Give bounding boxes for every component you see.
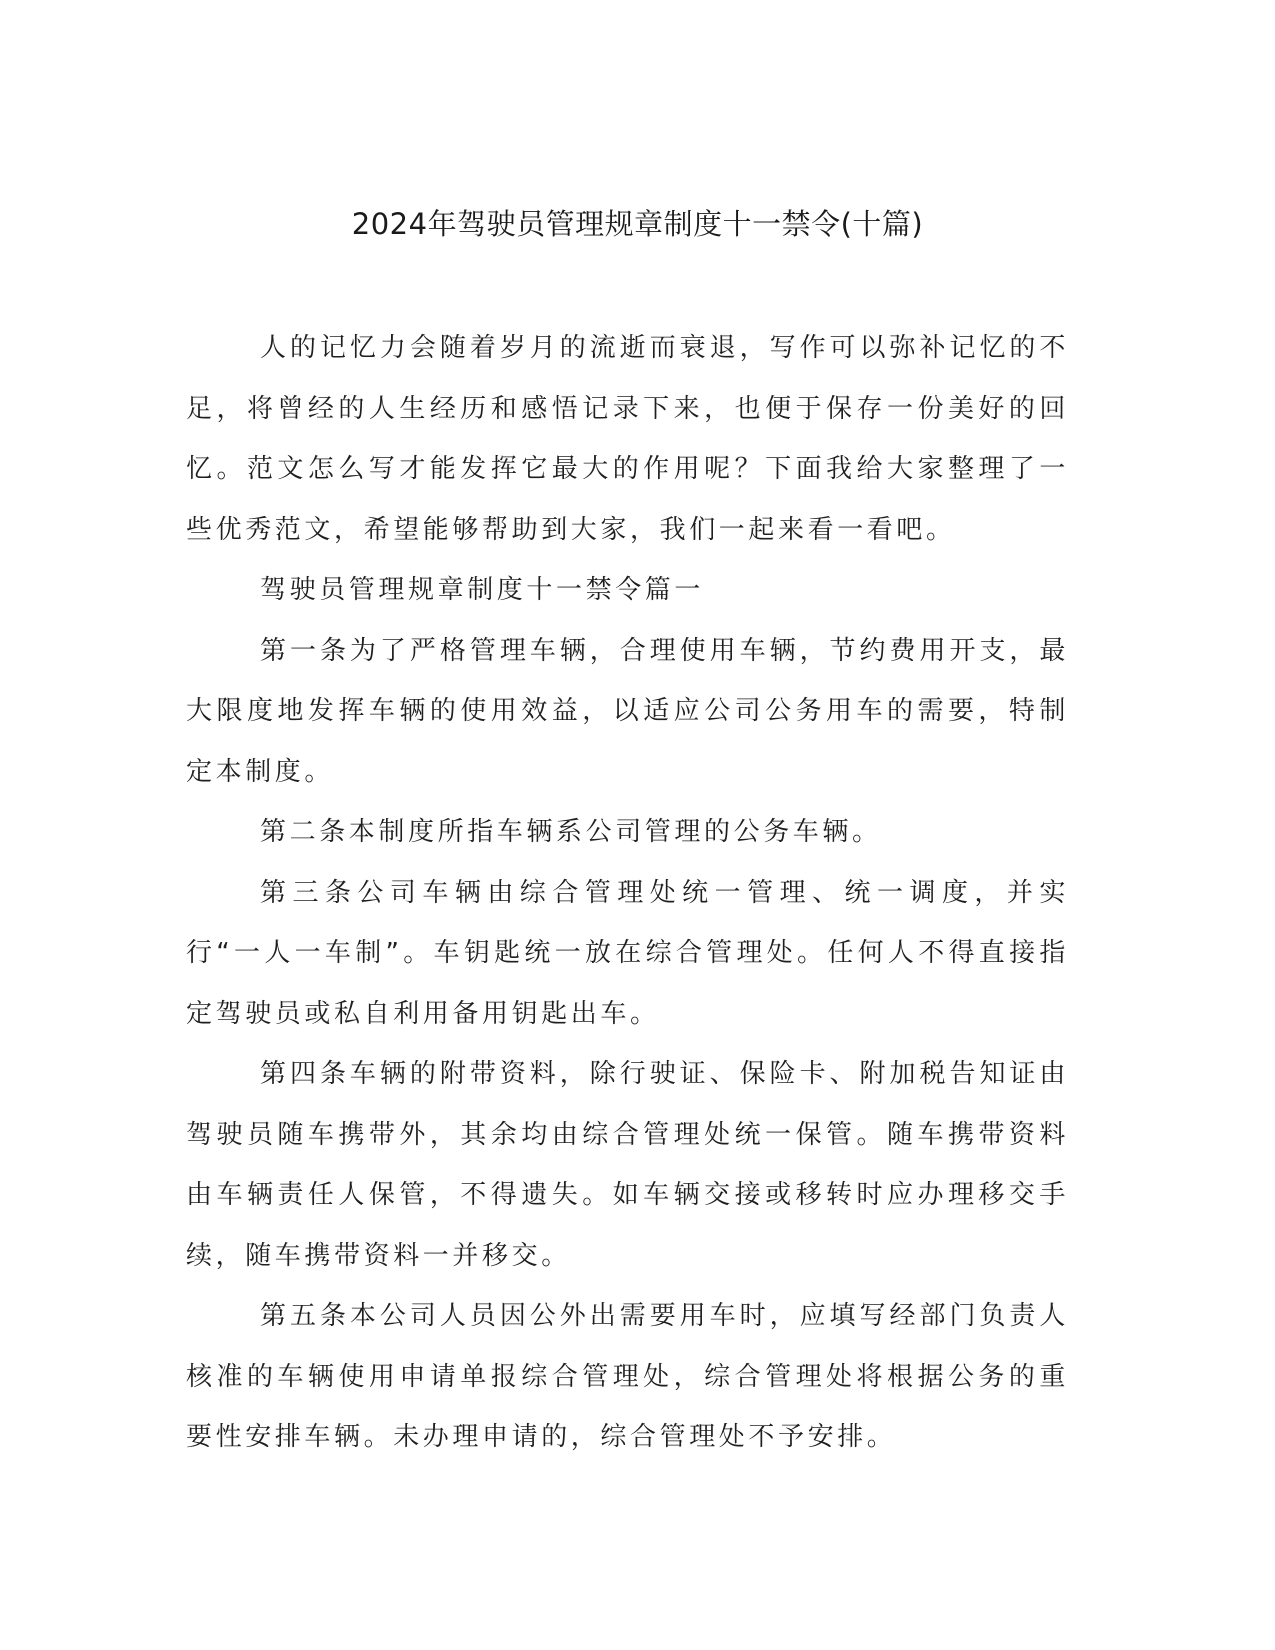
article-3-paragraph: 第三条公司车辆由综合管理处统一管理、统一调度，并实行“一人一车制”。车钥匙统一放在综合管理处。任何人不得直接指定驾驶员或私自利用备用钥匙出车。 — [186, 877, 1069, 1029]
intro-paragraph: 人的记忆力会随着岁月的流逝而衰退，写作可以弥补记忆的不足，将曾经的人生经历和感悟记录下来，也便于保存一份美好的回忆。范文怎么写才能发挥它最大的作用呢？下面我给大家整理了一些优秀范文，希望能够帮助到大家，我们一起来看一看吧。 — [186, 333, 1069, 545]
article-2-paragraph: 第二条本制度所指车辆系公司管理的公务车辆。 — [260, 817, 882, 847]
document-body — [186, 318, 1069, 1468]
article-4-paragraph: 第四条车辆的附带资料，除行驶证、保险卡、附加税告知证由驾驶员随车携带外，其余均由综合管理处统一保管。随车携带资料由车辆责任人保管，不得遗失。如车辆交接或移转时应办理移交手续，随车携带资料一并移交。 — [186, 1059, 1069, 1271]
article-5-paragraph: 第五条本公司人员因公外出需要用车时，应填写经部门负责人核准的车辆使用申请单报综合管理处，综合管理处将根据公务的重要性安排车辆。未办理申请的，综合管理处不予安排。 — [186, 1301, 1069, 1452]
article-1-paragraph: 第一条为了严格管理车辆，合理使用车辆，节约费用开支，最大限度地发挥车辆的使用效益，以适应公司公务用车的需要，特制定本制度。 — [186, 635, 1069, 787]
section-heading: 驾驶员管理规章制度十一禁令篇一 — [260, 575, 705, 605]
document-title: 2024年驾驶员管理规章制度十一禁令(十篇) — [351, 207, 924, 241]
